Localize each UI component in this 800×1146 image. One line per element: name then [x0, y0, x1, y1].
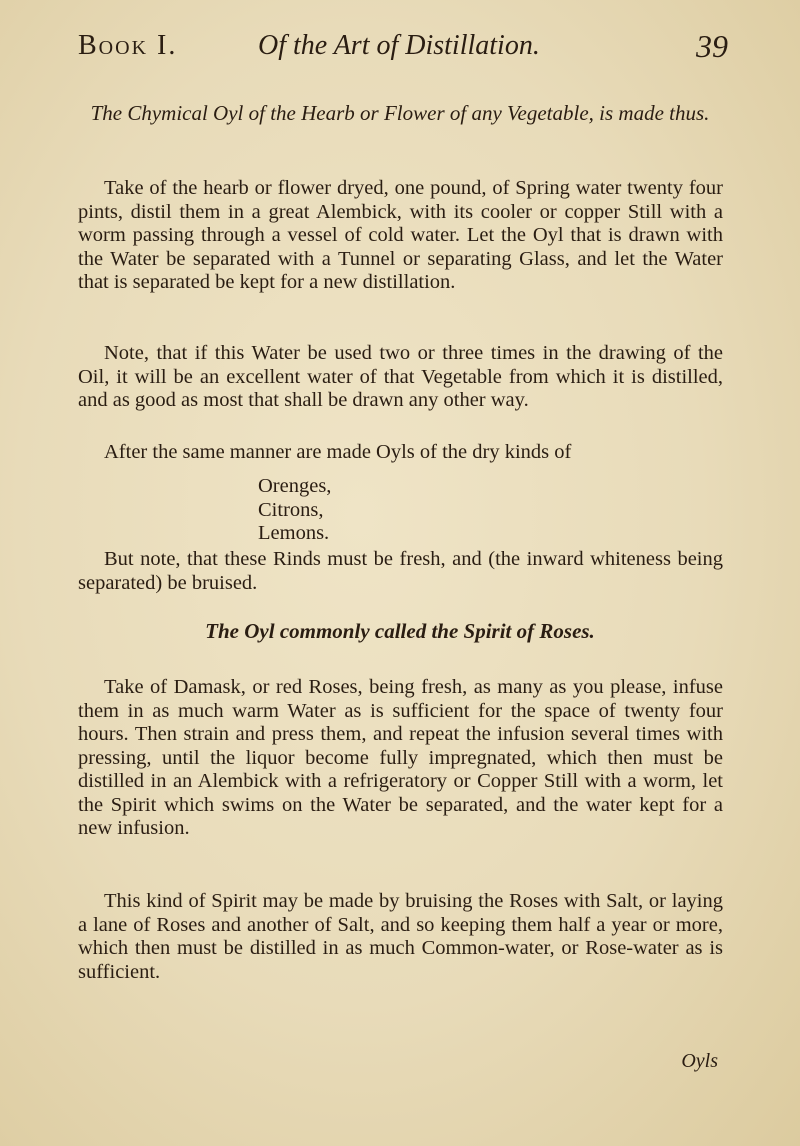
paragraph-rinds-note: But note, that these Rinds must be fresh, and (the inward whiteness being separated) be bruised.: [78, 548, 723, 594]
page-number: 39: [696, 28, 728, 64]
section-heading-chymical-oyl: The Chymical Oyl of the Hearb or Flower of any Vegetable, is made thus.: [90, 101, 710, 125]
paragraph-after-same-manner: After the same manner are made Oyls of the dry kinds of: [104, 441, 572, 463]
section-heading-spirit-of-roses: The Oyl commonly called the Spirit of Roses.: [205, 619, 595, 643]
running-head-title: Of the Art of Distillation.: [258, 30, 540, 61]
list-item: Orenges,: [258, 475, 332, 497]
paragraph-distillation-method: Take of the hearb or flower dryed, one pound, of Spring water twenty four pints, distil them in a great Alembick, with its cooler or copper Still with a worm passing through a vessel of cold water. Let the Oyl that is drawn with the Water be separated with a Tunnel or separating Glass, and let the Water that is separated be kept for a new distillation.: [78, 177, 723, 293]
running-head-book: Book I.: [78, 30, 178, 61]
paragraph-bruising-roses: This kind of Spirit may be made by bruising the Roses with Salt, or laying a lane of Roses and another of Salt, and so keeping them half a year or more, which then must be distilled in as much Common-water, or Rose-water as is sufficient.: [78, 890, 723, 983]
running-head: [78, 28, 728, 68]
rinds-list: [258, 475, 331, 546]
paragraph-note: Note, that if this Water be used two or three times in the drawing of the Oil, it will be an excellent water of that Vegetable from which it is distilled, and as good as most that shall be drawn any other way.: [78, 342, 723, 411]
catchword: Oyls: [681, 1050, 718, 1072]
list-item: Citrons,: [258, 498, 324, 521]
list-item: Lemons.: [258, 522, 330, 544]
paragraph-damask-roses: Take of Damask, or red Roses, being fresh, as many as you please, infuse them in as much warm Water as is sufficient for the space of twenty four hours. Then strain and press them, and repeat the infusion several times with pressing, until the liquor become fully impregnated, which then must be distilled in an Alembick with a refrigeratory or Copper Still with a worm, let the Spirit which swims on the Water be separated, and the water kept for a new infusion.: [78, 676, 723, 839]
